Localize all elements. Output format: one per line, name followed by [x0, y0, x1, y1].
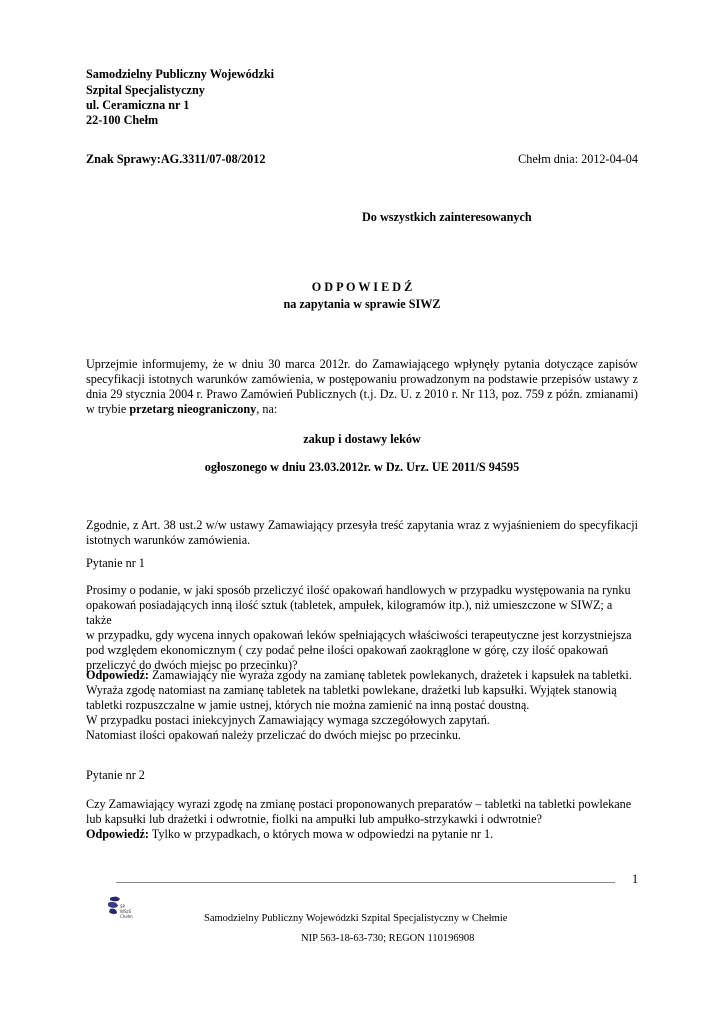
question-1-text: Prosimy o podanie, w jaki sposób przeliczyć ilość opakowań handlowych w przypadku występowania na rynku opakowań posiadających inną ilość sztuk (tabletek, ampułek, kilogramów itp.), niż umieszczone w SIWZ; a także w przypadku, gdy wycena innych opakowań leków spełniających właściwości terapeutyczne jest korzystniejsza pod względem ekonomicznym ( czy podać pełne ilości opakowań zaokrąglone w górę, czy ilość opakowań przeliczyć do dwóch miejsc po przecinku)? — [86, 583, 632, 672]
order-subject: zakup i dostawy leków — [303, 432, 421, 446]
sender-postal-city: 22-100 Chełm — [86, 113, 159, 127]
footer-identifiers: NIP 563-18-63-730; REGON 110196908 — [301, 933, 475, 944]
intro-line: specyfikacji istotnych warunków zamówienia, w postępowaniu prowadzonym na podstawie przepisów ustawy z — [86, 372, 638, 386]
sender-name-line1: Samodzielny Publiczny Wojewódzki — [86, 67, 275, 81]
intro-line: dnia 29 stycznia 2004 r. Prawo Zamówień Publicznych (t.j. Dz. U. z 2010 r. Nr 113, poz. 759 z późn. zmianami) — [86, 387, 638, 401]
announcement-info: ogłoszonego w dniu 23.03.2012r. w Dz. Urz. UE 2011/S 94595 — [204, 460, 520, 474]
statement-line: Zgodnie, z Art. 38 ust.2 w/w ustawy Zamawiający przesyła treść zapytania wraz z wyjaśnieniem do specyfikacji — [86, 518, 638, 532]
svg-text:Chełm: Chełm — [120, 914, 133, 919]
question-1-label: Pytanie nr 1 — [86, 556, 145, 570]
sender-street: ul. Ceramiczna nr 1 — [86, 98, 190, 112]
footer-institution: Samodzielny Publiczny Wojewódzki Szpital Specjalistyczny w Chełmie — [204, 913, 508, 924]
case-number: Znak Sprawy:AG.3311/07-08/2012 — [86, 152, 266, 166]
answer-1-label: Odpowiedź: — [86, 668, 149, 682]
sender-name-line2: Szpital Specjalistyczny — [86, 83, 205, 97]
intro-line: Uprzejmie informujemy, że w dniu 30 marca 2012r. do Zamawiającego wpłynęły pytania dotyczące zapisów — [86, 357, 638, 371]
question-2-text: Czy Zamawiający wyrazi zgodę na zmianę postaci proponowanych preparatów – tabletki na tabletki powlekane lub kapsułki lub drażetki i odwrotnie, fiolki na ampułki lub ampułko-strzykawki i odwrotnie? — [86, 797, 632, 826]
hospital-logo — [104, 894, 136, 924]
document-title: O D P O W I E D Ź — [311, 280, 413, 294]
answer-2-label: Odpowiedź: — [86, 827, 149, 841]
page-number: 1 — [632, 872, 639, 886]
statement-paragraph — [86, 518, 638, 548]
svg-text:WSzS: WSzS — [120, 909, 132, 914]
document-date: Chełm dnia: 2012-04-04 — [518, 152, 638, 166]
answer-2-text: Odpowiedź: Tylko w przypadkach, o których mowa w odpowiedzi na pytanie nr 1. — [86, 827, 494, 841]
intro-paragraph — [86, 357, 638, 417]
footer-divider — [116, 882, 615, 883]
procedure-mode: przetarg nieograniczony — [129, 402, 257, 416]
document-subtitle: na zapytania w sprawie SIWZ — [283, 297, 441, 311]
intro-line-last: w trybie przetarg nieograniczony, na: — [86, 402, 278, 416]
answer-1-text: Odpowiedź: Zamawiający nie wyraża zgody na zamianę tabletek powlekanych, drażetek i kapsułek na tabletki. Wyraża zgodę natomiast na zamianę tabletek na tabletki powlekane, drażetki lub kapsułki. Wyjątek stanowią tabletki rozpuszczalne w jamie ustnej, których nie można zamienić na inną postać doustną. W przypadku postaci iniekcyjnych Zamawiający wymaga szczegółowych zapytań. Natomiast ilości opakowań należy przeliczać do dwóch miejsc po przecinku. — [86, 668, 632, 742]
svg-text:SP: SP — [120, 904, 125, 909]
hospital-logo-icon — [104, 894, 136, 924]
statement-line: istotnych warunków zamówienia. — [86, 533, 251, 547]
question-2-label: Pytanie nr 2 — [86, 768, 145, 782]
addressee: Do wszystkich zainteresowanych — [362, 210, 532, 224]
